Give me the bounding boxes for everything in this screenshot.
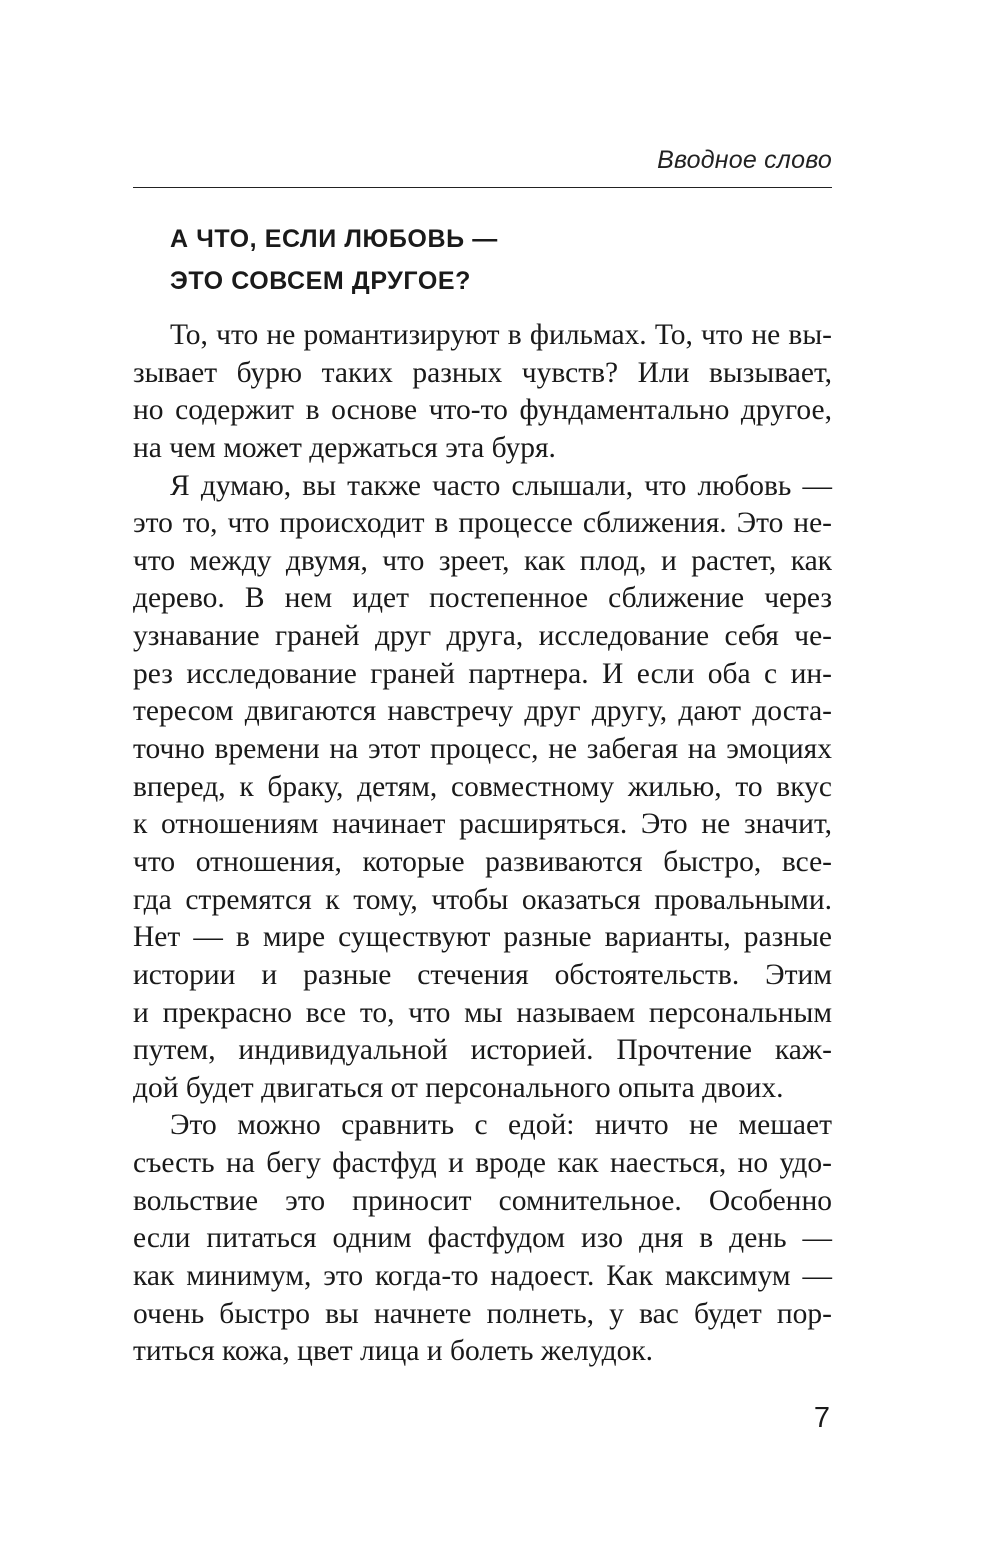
text-line: титься кожа, цвет лица и болеть желудок. [133, 1335, 654, 1368]
text-line: на чем может держаться эта буря. [133, 431, 556, 464]
text-line: и прекрасно все то, что мы называем персональным [133, 996, 832, 1029]
text-line: тересом двигаются навстречу друг другу, дают доста- [133, 695, 832, 728]
running-header: Вводное слово [657, 146, 832, 174]
text-line: очень быстро вы начнете полнеть, у вас будет пор- [133, 1297, 832, 1330]
text-line: гда стремятся к тому, чтобы оказаться провальными. [133, 883, 832, 916]
header-rule [133, 187, 832, 188]
text-line: Я думаю, вы также часто слышали, что любовь — [170, 469, 832, 502]
text-line: как минимум, это когда-то надоест. Как максимум — [133, 1260, 832, 1293]
chapter-title-line-2: ЭТО СОВСЕМ ДРУГОЕ? [170, 267, 472, 295]
text-line: вольствие это приносит сомнительное. Особенно [133, 1184, 832, 1217]
text-line: что отношения, которые развиваются быстро, все- [133, 845, 832, 878]
body-text [133, 317, 832, 1371]
text-line: к отношениям начинает расширяться. Это не значит, [133, 808, 832, 841]
text-line: зывает бурю таких разных чувств? Или вызывает, [133, 356, 832, 389]
text-line: точно времени на этот процесс, не забегая на эмоциях [133, 733, 832, 766]
paragraph [133, 1107, 832, 1370]
chapter-title [170, 218, 498, 302]
text-line: путем, индивидуальной историей. Прочтение каж- [133, 1034, 832, 1067]
text-line: что между двумя, что зреет, как плод, и растет, как [133, 544, 832, 577]
text-line: Это можно сравнить с едой: ничто не мешает [170, 1109, 832, 1142]
text-line: узнавание граней друг друга, исследование себя че- [133, 620, 832, 653]
page-number: 7 [813, 1402, 830, 1434]
text-line: дерево. В нем идет постепенное сближение через [133, 582, 832, 615]
paragraph [133, 317, 832, 468]
text-line: вперед, к браку, детям, совместному жилью, то вкус [133, 770, 832, 803]
text-line: рез исследование граней партнера. И если оба с ин- [133, 657, 832, 690]
text-line: съесть на бегу фастфуд и вроде как наесться, но удо- [133, 1147, 832, 1180]
text-line: если питаться одним фастфудом изо дня в день — [133, 1222, 832, 1255]
text-line: истории и разные стечения обстоятельств. Этим [133, 958, 832, 991]
paragraph [133, 468, 832, 1108]
chapter-title-line-1: А ЧТО, ЕСЛИ ЛЮБОВЬ — [170, 225, 498, 253]
text-line: Нет — в мире существуют разные варианты, разные [133, 921, 832, 954]
text-line: дой будет двигаться от персонального опыта двоих. [133, 1071, 784, 1104]
text-line: но содержит в основе что-то фундаментально другое, [133, 394, 832, 427]
text-line: это то, что происходит в процессе сближения. Это не- [133, 507, 832, 540]
text-line: То, что не романтизируют в фильмах. То, что не вы- [170, 319, 832, 351]
